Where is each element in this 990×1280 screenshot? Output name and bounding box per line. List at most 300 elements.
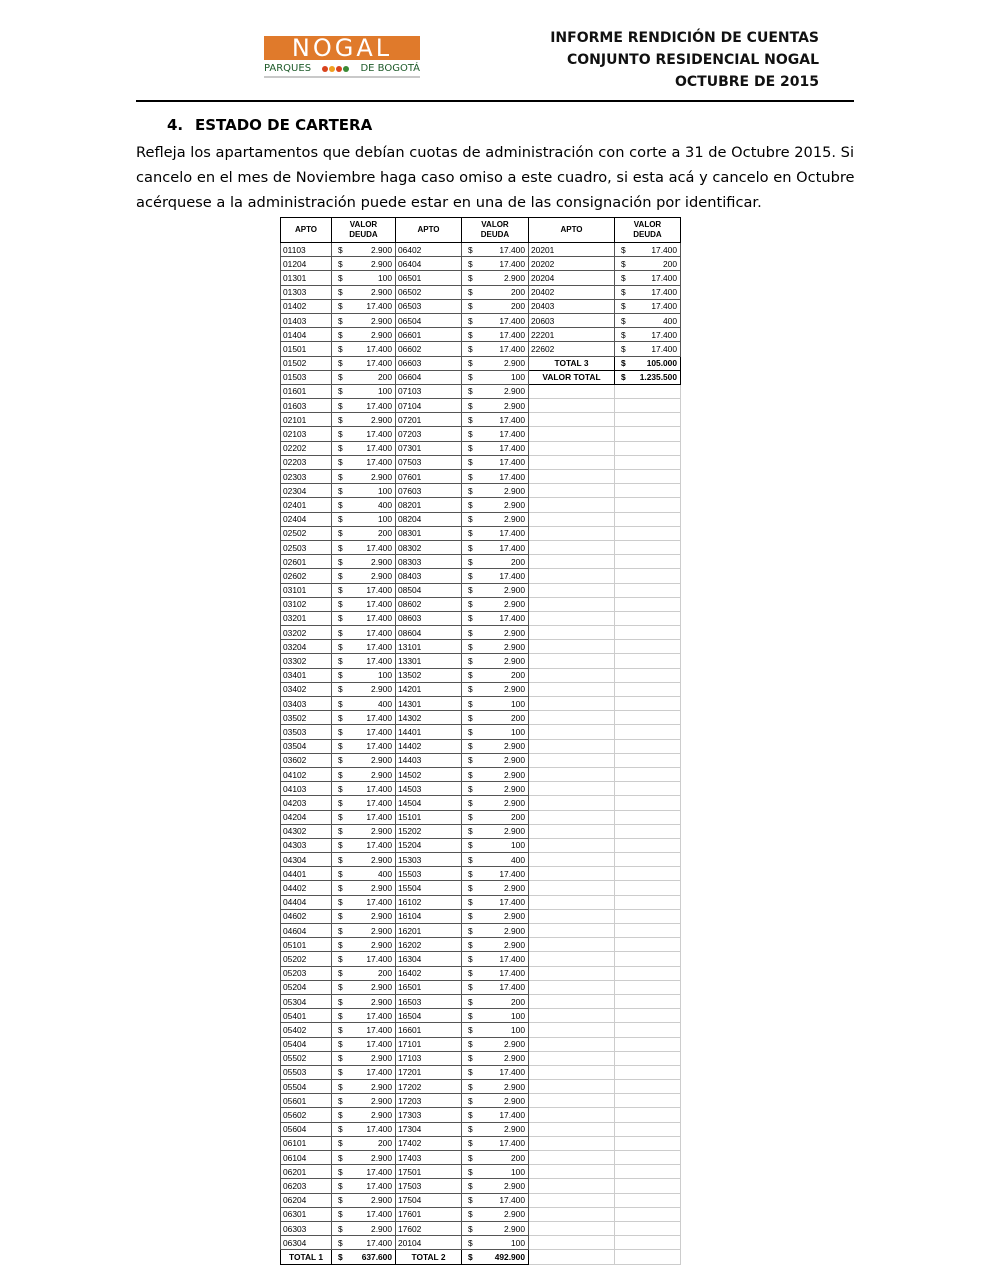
debt-amount: 2.900 (371, 315, 392, 326)
debt-amount: 200 (511, 996, 525, 1007)
apto-cell: 06402 (396, 243, 462, 257)
currency-symbol: $ (338, 329, 343, 340)
debt-amount: 2.900 (504, 769, 525, 780)
debt-amount: 17.400 (499, 329, 525, 340)
paragraph-line-1: Refleja los apartamentos que debían cuotas de administración con corte a 31 de Octubre 2015. Si (136, 144, 854, 161)
debt-amount: 100 (511, 698, 525, 709)
debt-amount: 17.400 (366, 656, 392, 667)
debt-value-cell (462, 399, 529, 413)
debt-value-cell (332, 271, 396, 285)
currency-symbol: $ (338, 883, 343, 894)
currency-symbol: $ (468, 258, 473, 269)
empty-cell (529, 413, 615, 427)
debt-amount: 400 (378, 698, 392, 709)
debt-amount: 200 (511, 812, 525, 823)
debt-amount: 2.900 (504, 1095, 525, 1106)
apto-cell: 04103 (281, 782, 332, 796)
currency-symbol: $ (338, 570, 343, 581)
currency-symbol: $ (338, 556, 343, 567)
debt-amount: 17.400 (499, 897, 525, 908)
debt-value-cell (462, 640, 529, 654)
debt-amount: 17.400 (499, 613, 525, 624)
debt-value-cell (332, 668, 396, 682)
currency-symbol: $ (468, 1039, 473, 1050)
debt-amount: 2.900 (371, 883, 392, 894)
debt-amount: 17.400 (499, 471, 525, 482)
debt-value-cell (462, 1094, 529, 1108)
debt-amount: 17.400 (366, 1180, 392, 1191)
currency-symbol: $ (338, 726, 343, 737)
debt-value-cell (462, 427, 529, 441)
currency-symbol: $ (621, 343, 626, 354)
debt-value-cell (462, 753, 529, 767)
debt-amount: 200 (511, 712, 525, 723)
currency-symbol: $ (338, 897, 343, 908)
debt-value-cell (462, 1151, 529, 1165)
currency-symbol: $ (468, 656, 473, 667)
apto-cell: 20201 (529, 243, 615, 257)
debt-value-cell (462, 441, 529, 455)
currency-symbol: $ (468, 783, 473, 794)
table-row (281, 1136, 681, 1150)
empty-cell (529, 583, 615, 597)
apto-cell: 16402 (396, 966, 462, 980)
table-row (281, 767, 681, 781)
currency-symbol: $ (468, 1010, 473, 1021)
empty-cell (615, 1179, 681, 1193)
table-row (281, 952, 681, 966)
debt-amount: 17.400 (499, 1195, 525, 1206)
currency-symbol: $ (468, 812, 473, 823)
empty-cell (615, 994, 681, 1008)
apto-cell: 02502 (281, 526, 332, 540)
currency-symbol: $ (338, 982, 343, 993)
empty-cell (615, 796, 681, 810)
empty-cell (529, 611, 615, 625)
debt-value-cell (332, 1179, 396, 1193)
apto-cell: 02602 (281, 569, 332, 583)
apto-cell: 05602 (281, 1108, 332, 1122)
debt-amount: 2.900 (371, 925, 392, 936)
debt-amount: 2.900 (371, 556, 392, 567)
currency-symbol: $ (468, 244, 473, 255)
currency-symbol: $ (338, 1095, 343, 1106)
debt-value-cell (332, 1023, 396, 1037)
table-row (281, 838, 681, 852)
currency-symbol: $ (621, 272, 626, 283)
currency-symbol: $ (468, 741, 473, 752)
debt-amount: 17.400 (366, 712, 392, 723)
debt-value-cell (332, 569, 396, 583)
currency-symbol: $ (338, 812, 343, 823)
debt-amount: 2.900 (371, 684, 392, 695)
currency-symbol: $ (338, 712, 343, 723)
table-row (281, 1108, 681, 1122)
currency-symbol: $ (468, 840, 473, 851)
currency-symbol: $ (468, 613, 473, 624)
debt-amount: 400 (663, 315, 677, 326)
apto-cell: 06603 (396, 356, 462, 370)
debt-value-cell (462, 867, 529, 881)
debt-value-cell (332, 356, 396, 370)
currency-symbol: $ (338, 826, 343, 837)
debt-value-cell (332, 810, 396, 824)
empty-cell (529, 824, 615, 838)
debt-amount: 17.400 (366, 613, 392, 624)
apto-cell: 17303 (396, 1108, 462, 1122)
debt-amount: 100 (511, 372, 525, 383)
currency-symbol: $ (468, 585, 473, 596)
empty-cell (529, 640, 615, 654)
currency-symbol: $ (468, 457, 473, 468)
debt-amount: 1.235.500 (639, 372, 677, 383)
total-label: VALOR TOTAL (529, 370, 615, 384)
empty-cell (529, 810, 615, 824)
debt-value-cell (462, 413, 529, 427)
apto-cell: 02101 (281, 413, 332, 427)
debt-value-cell (332, 1165, 396, 1179)
apto-header: APTO (396, 218, 462, 243)
debt-value-cell (462, 1165, 529, 1179)
table-row (281, 470, 681, 484)
table-row (281, 1094, 681, 1108)
debt-value-cell (332, 739, 396, 753)
debt-value-cell (332, 597, 396, 611)
empty-cell (615, 1250, 681, 1264)
empty-cell (615, 682, 681, 696)
apto-cell: 03402 (281, 682, 332, 696)
currency-symbol: $ (338, 1138, 343, 1149)
logo-tag-right: DE BOGOTÁ (360, 63, 420, 74)
currency-symbol: $ (338, 1110, 343, 1121)
empty-cell (529, 966, 615, 980)
debt-amount: 2.900 (371, 1110, 392, 1121)
table-row (281, 697, 681, 711)
debt-value-cell (615, 313, 681, 327)
debt-amount: 2.900 (504, 656, 525, 667)
debt-value-cell (462, 966, 529, 980)
currency-symbol: $ (468, 797, 473, 808)
table-row (281, 682, 681, 696)
empty-cell (615, 441, 681, 455)
apto-cell: 03502 (281, 711, 332, 725)
debt-amount: 17.400 (366, 627, 392, 638)
empty-cell (615, 938, 681, 952)
empty-cell (615, 1065, 681, 1079)
apto-cell: 17101 (396, 1037, 462, 1051)
debt-value-cell (615, 342, 681, 356)
debt-value-cell (462, 824, 529, 838)
debt-value-cell (462, 796, 529, 810)
apto-cell: 01601 (281, 384, 332, 398)
debt-value-cell (462, 1065, 529, 1079)
table-row (281, 867, 681, 881)
empty-cell (615, 1080, 681, 1094)
empty-cell (615, 399, 681, 413)
debt-value-cell (332, 1037, 396, 1051)
debt-amount: 200 (511, 670, 525, 681)
apto-cell: 20603 (529, 313, 615, 327)
debt-value-cell (462, 498, 529, 512)
debt-amount: 2.900 (371, 1053, 392, 1064)
currency-symbol: $ (338, 414, 343, 425)
table-row (281, 980, 681, 994)
empty-cell (529, 1023, 615, 1037)
currency-symbol: $ (621, 287, 626, 298)
empty-cell (615, 569, 681, 583)
apto-cell: 16501 (396, 980, 462, 994)
empty-cell (615, 626, 681, 640)
apto-cell: 08204 (396, 512, 462, 526)
debt-amount: 17.400 (499, 528, 525, 539)
currency-symbol: $ (338, 429, 343, 440)
debt-amount: 17.400 (366, 741, 392, 752)
debt-value-cell (462, 924, 529, 938)
apto-cell: 02203 (281, 455, 332, 469)
apto-cell: 04302 (281, 824, 332, 838)
tree-dots-icon (322, 66, 349, 72)
table-row (281, 597, 681, 611)
currency-symbol: $ (468, 386, 473, 397)
debt-value-cell (332, 796, 396, 810)
debt-amount: 17.400 (366, 1039, 392, 1050)
empty-cell (529, 1193, 615, 1207)
apto-cell: 01103 (281, 243, 332, 257)
debt-value-cell (332, 909, 396, 923)
currency-symbol: $ (338, 542, 343, 553)
table-row (281, 895, 681, 909)
debt-amount: 2.900 (504, 925, 525, 936)
apto-cell: 02401 (281, 498, 332, 512)
debt-value-cell (615, 356, 681, 370)
currency-symbol: $ (468, 1124, 473, 1135)
debt-amount: 2.900 (504, 1180, 525, 1191)
debt-amount: 17.400 (366, 1209, 392, 1220)
empty-cell (529, 697, 615, 711)
debt-value-cell (332, 1151, 396, 1165)
debt-value-cell (332, 824, 396, 838)
empty-cell (529, 1250, 615, 1264)
empty-cell (529, 753, 615, 767)
currency-symbol: $ (468, 329, 473, 340)
empty-cell (615, 512, 681, 526)
currency-symbol: $ (468, 1110, 473, 1121)
apto-cell: 08201 (396, 498, 462, 512)
debt-value-cell (462, 810, 529, 824)
debt-amount: 2.900 (504, 641, 525, 652)
debt-value-cell (332, 1207, 396, 1221)
apto-cell: 03504 (281, 739, 332, 753)
apto-cell: 17304 (396, 1122, 462, 1136)
debt-value-cell (332, 626, 396, 640)
debt-value-cell (462, 767, 529, 781)
currency-symbol: $ (468, 485, 473, 496)
apto-cell: 05502 (281, 1051, 332, 1065)
currency-symbol: $ (338, 471, 343, 482)
debt-value-cell (332, 285, 396, 299)
debt-amount: 2.900 (371, 996, 392, 1007)
debt-amount: 2.900 (371, 755, 392, 766)
empty-cell (615, 526, 681, 540)
empty-cell (529, 1151, 615, 1165)
empty-cell (615, 739, 681, 753)
apto-cell: 05402 (281, 1023, 332, 1037)
apto-cell: 07104 (396, 399, 462, 413)
apto-cell: 06303 (281, 1221, 332, 1235)
currency-symbol: $ (338, 372, 343, 383)
debt-value-cell (332, 782, 396, 796)
apto-cell: 08602 (396, 597, 462, 611)
table-row (281, 555, 681, 569)
empty-cell (529, 980, 615, 994)
debt-amount: 2.900 (371, 1081, 392, 1092)
empty-cell (529, 1080, 615, 1094)
currency-symbol: $ (338, 613, 343, 624)
debt-amount: 2.900 (371, 911, 392, 922)
currency-symbol: $ (338, 1053, 343, 1064)
debt-amount: 100 (378, 386, 392, 397)
apto-cell: 07503 (396, 455, 462, 469)
table-row (281, 413, 681, 427)
debt-value-cell (462, 313, 529, 327)
debt-amount: 100 (378, 485, 392, 496)
debt-value-cell (332, 427, 396, 441)
apto-cell: 01402 (281, 299, 332, 313)
apto-cell: 01404 (281, 328, 332, 342)
debt-amount: 2.900 (504, 939, 525, 950)
debt-value-cell (462, 682, 529, 696)
currency-symbol: $ (338, 244, 343, 255)
header-rule (136, 100, 854, 102)
apto-cell: 01503 (281, 370, 332, 384)
debt-value-cell (332, 767, 396, 781)
debt-amount: 17.400 (499, 315, 525, 326)
empty-cell (615, 782, 681, 796)
debt-amount: 2.900 (504, 1124, 525, 1135)
empty-cell (615, 555, 681, 569)
apto-cell: 05504 (281, 1080, 332, 1094)
apto-cell: 02503 (281, 540, 332, 554)
currency-symbol: $ (468, 1251, 473, 1262)
debt-value-cell (332, 1250, 396, 1264)
debt-amount: 17.400 (366, 641, 392, 652)
debt-value-cell (332, 455, 396, 469)
table-row (281, 441, 681, 455)
apto-cell: 06301 (281, 1207, 332, 1221)
currency-symbol: $ (338, 1195, 343, 1206)
table-row (281, 739, 681, 753)
empty-cell (529, 384, 615, 398)
apto-cell: 01603 (281, 399, 332, 413)
debt-value-cell (462, 1193, 529, 1207)
debt-value-cell (462, 384, 529, 398)
currency-symbol: $ (338, 1166, 343, 1177)
apto-cell: 05202 (281, 952, 332, 966)
table-row (281, 455, 681, 469)
currency-symbol: $ (468, 1237, 473, 1248)
empty-cell (615, 1009, 681, 1023)
currency-symbol: $ (338, 996, 343, 1007)
empty-cell (615, 952, 681, 966)
currency-symbol: $ (338, 1180, 343, 1191)
empty-cell (529, 796, 615, 810)
debt-amount: 17.400 (499, 244, 525, 255)
debt-value-cell (332, 484, 396, 498)
currency-symbol: $ (468, 712, 473, 723)
currency-symbol: $ (338, 840, 343, 851)
apto-cell: 14201 (396, 682, 462, 696)
currency-symbol: $ (338, 400, 343, 411)
debt-value-cell (462, 994, 529, 1008)
apto-cell: 15503 (396, 867, 462, 881)
table-row (281, 881, 681, 895)
currency-symbol: $ (621, 258, 626, 269)
currency-symbol: $ (338, 968, 343, 979)
empty-cell (615, 583, 681, 597)
debt-value-cell (332, 1051, 396, 1065)
debt-amount: 17.400 (366, 1024, 392, 1035)
empty-cell (615, 1136, 681, 1150)
apto-header: APTO (281, 218, 332, 243)
debt-amount: 2.900 (504, 1039, 525, 1050)
table-row (281, 540, 681, 554)
debt-value-cell (462, 1037, 529, 1051)
debt-value-cell (332, 924, 396, 938)
empty-cell (615, 824, 681, 838)
debt-amount: 17.400 (366, 343, 392, 354)
debt-value-cell (462, 285, 529, 299)
debt-amount: 17.400 (499, 868, 525, 879)
empty-cell (615, 540, 681, 554)
table-row (281, 342, 681, 356)
apto-cell: 02304 (281, 484, 332, 498)
debt-value-cell (462, 1080, 529, 1094)
apto-cell: 14503 (396, 782, 462, 796)
debt-amount: 17.400 (366, 585, 392, 596)
table-row (281, 1122, 681, 1136)
table-row (281, 1207, 681, 1221)
empty-cell (615, 909, 681, 923)
apto-cell: 02202 (281, 441, 332, 455)
apto-cell: 14502 (396, 767, 462, 781)
apto-cell: 05203 (281, 966, 332, 980)
currency-symbol: $ (338, 854, 343, 865)
apto-cell: 20204 (529, 271, 615, 285)
empty-cell (529, 1207, 615, 1221)
empty-cell (615, 1221, 681, 1235)
debt-value-cell (332, 753, 396, 767)
currency-symbol: $ (338, 258, 343, 269)
apto-cell: 13301 (396, 654, 462, 668)
empty-cell (529, 498, 615, 512)
apto-cell: 05204 (281, 980, 332, 994)
debt-value-cell (332, 952, 396, 966)
currency-symbol: $ (338, 741, 343, 752)
debt-value-cell (462, 370, 529, 384)
currency-symbol: $ (338, 641, 343, 652)
apto-cell: 17602 (396, 1221, 462, 1235)
currency-symbol: $ (338, 301, 343, 312)
debt-amount: 17.400 (366, 443, 392, 454)
apto-cell: 17503 (396, 1179, 462, 1193)
apto-cell: 03503 (281, 725, 332, 739)
debt-amount: 17.400 (651, 272, 677, 283)
table-row (281, 384, 681, 398)
empty-cell (615, 1023, 681, 1037)
currency-symbol: $ (468, 982, 473, 993)
currency-symbol: $ (468, 599, 473, 610)
debt-value-cell (462, 909, 529, 923)
